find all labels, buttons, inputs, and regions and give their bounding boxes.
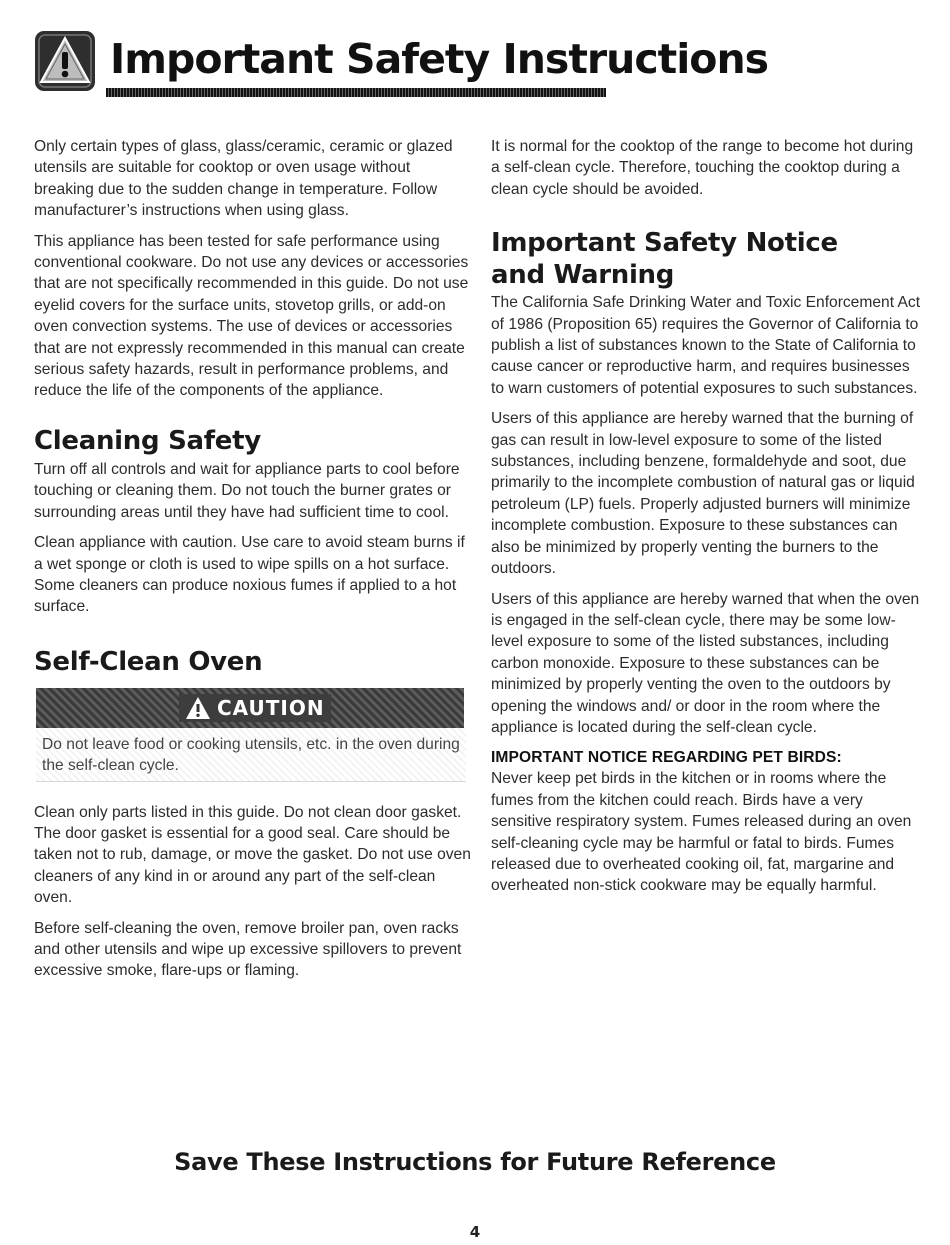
warning-triangle-icon [34, 30, 96, 92]
paragraph-self-clean-exposure: Users of this appliance are hereby warned that when the oven is engaged in the self-clean cycle, there may be some low-level exposure to some of the listed substances, including carbon monoxide. Exposure to these substances can be minimized by properly venting the oven to the outdoors by opening the windows and/ or door in the room where the appliance is located during the self-clean cycle. [491, 590, 920, 736]
paragraph-cookware-testing: This appliance has been tested for safe performance using conventional cookware. Do not use any devices or accessories that are not specifically recommended in this guide. Do not use eyelid covers for the surface units, stovetop grills, or add-on oven convection systems. The use of devices or accessories that are not expressly recommended in this manual can create serious safety hazards, result in performance problems, and reduce the life of the components of the appliance. [34, 232, 469, 400]
caution-label [179, 694, 331, 722]
heading-pet-birds: IMPORTANT NOTICE REGARDING PET BIRDS: [491, 749, 842, 767]
paragraph-gas-exposure: Users of this appliance are hereby warned that the burning of gas can result in low-level exposure to some of the listed substances, including benzene, formaldehyde and soot, due primarily to the incomplete combustion of natural gas or liquid petroleum (LP) fuels. Properly adjusted burners will minimize incomplete combustion. Exposure to these substances can also be minimized by properly venting the burners to the outdoors. [491, 410, 915, 578]
paragraph-pet-birds: Never keep pet birds in the kitchen or in rooms where the fumes from the kitchen could reach. Birds have a very sensitive respiratory system. Fumes released during an oven self-cleaning cycle may be harmful or fatal to birds. Fumes released due to overheated cooking oil, fat, margarine and overheated non-stick cookware may be equally harmful. [491, 770, 912, 895]
caution-banner [36, 688, 464, 728]
heading-safety-notice-line2: and Warning [491, 260, 675, 291]
title-rule [106, 88, 606, 97]
paragraph-cleaning-cool: Turn off all controls and wait for appliance parts to cool before touching or cleaning them. Do not touch the burner grates or surrounding areas until they have had sufficient time to cool. [34, 460, 460, 521]
page-number: 4 [469, 1223, 481, 1241]
caution-message-box [36, 728, 466, 782]
caution-text: CAUTION [217, 695, 325, 720]
heading-self-clean-oven: Self-Clean Oven [34, 646, 263, 677]
heading-cleaning-safety: Cleaning Safety [34, 425, 261, 456]
paragraph-cooktop-hot: It is normal for the cooktop of the range to become hot during a self-clean cycle. Therefore, touching the cooktop during a clean cycle should be avoided. [491, 138, 914, 198]
heading-safety-notice [491, 227, 921, 291]
paragraph-glass-utensils: Only certain types of glass, glass/ceramic, ceramic or glazed utensils are suitable for cooktop or oven usage without breaking due to the sudden change in temperature. Follow manufacturer’s instructions when using glass. [34, 138, 453, 220]
paragraph-before-self-cleaning: Before self-cleaning the oven, remove broiler pan, oven racks and other utensils and wipe up excessive spillovers to prevent excessive smoke, flare-ups or flaming. [34, 919, 462, 980]
left-column [34, 136, 472, 991]
page-title: Important Safety Instructions [110, 35, 769, 83]
paragraph-clean-parts: Clean only parts listed in this guide. Do not clean door gasket. The door gasket is essential for a good seal. Care should be taken not to rub, damage, or move the gasket. Do not use oven cleaners of any kind in or around any part of the self-clean oven. [34, 803, 471, 907]
paragraph-proposition-65: The California Safe Drinking Water and Toxic Enforcement Act of 1986 (Proposition 65) requires the Governor of California to publish a list of substances known to the State of California to cause cancer or reproductive harm, and requires businesses to warn customers of potential exposures to such substances. [491, 294, 921, 397]
right-column [491, 136, 921, 906]
caution-message: Do not leave food or cooking utensils, etc. in the oven during the self-clean cycle. [42, 735, 460, 775]
paragraph-cleaning-caution: Clean appliance with caution. Use care to avoid steam burns if a wet sponge or cloth is used to wipe spills on a hot surface. Some cleaners can produce noxious fumes if applied to a hot surface. [34, 534, 465, 616]
footer-save-instructions: Save These Instructions for Future Reference [174, 1148, 776, 1176]
warning-triangle-icon [185, 696, 211, 720]
heading-safety-notice-line1: Important Safety Notice [491, 228, 838, 259]
page-header [34, 30, 769, 102]
